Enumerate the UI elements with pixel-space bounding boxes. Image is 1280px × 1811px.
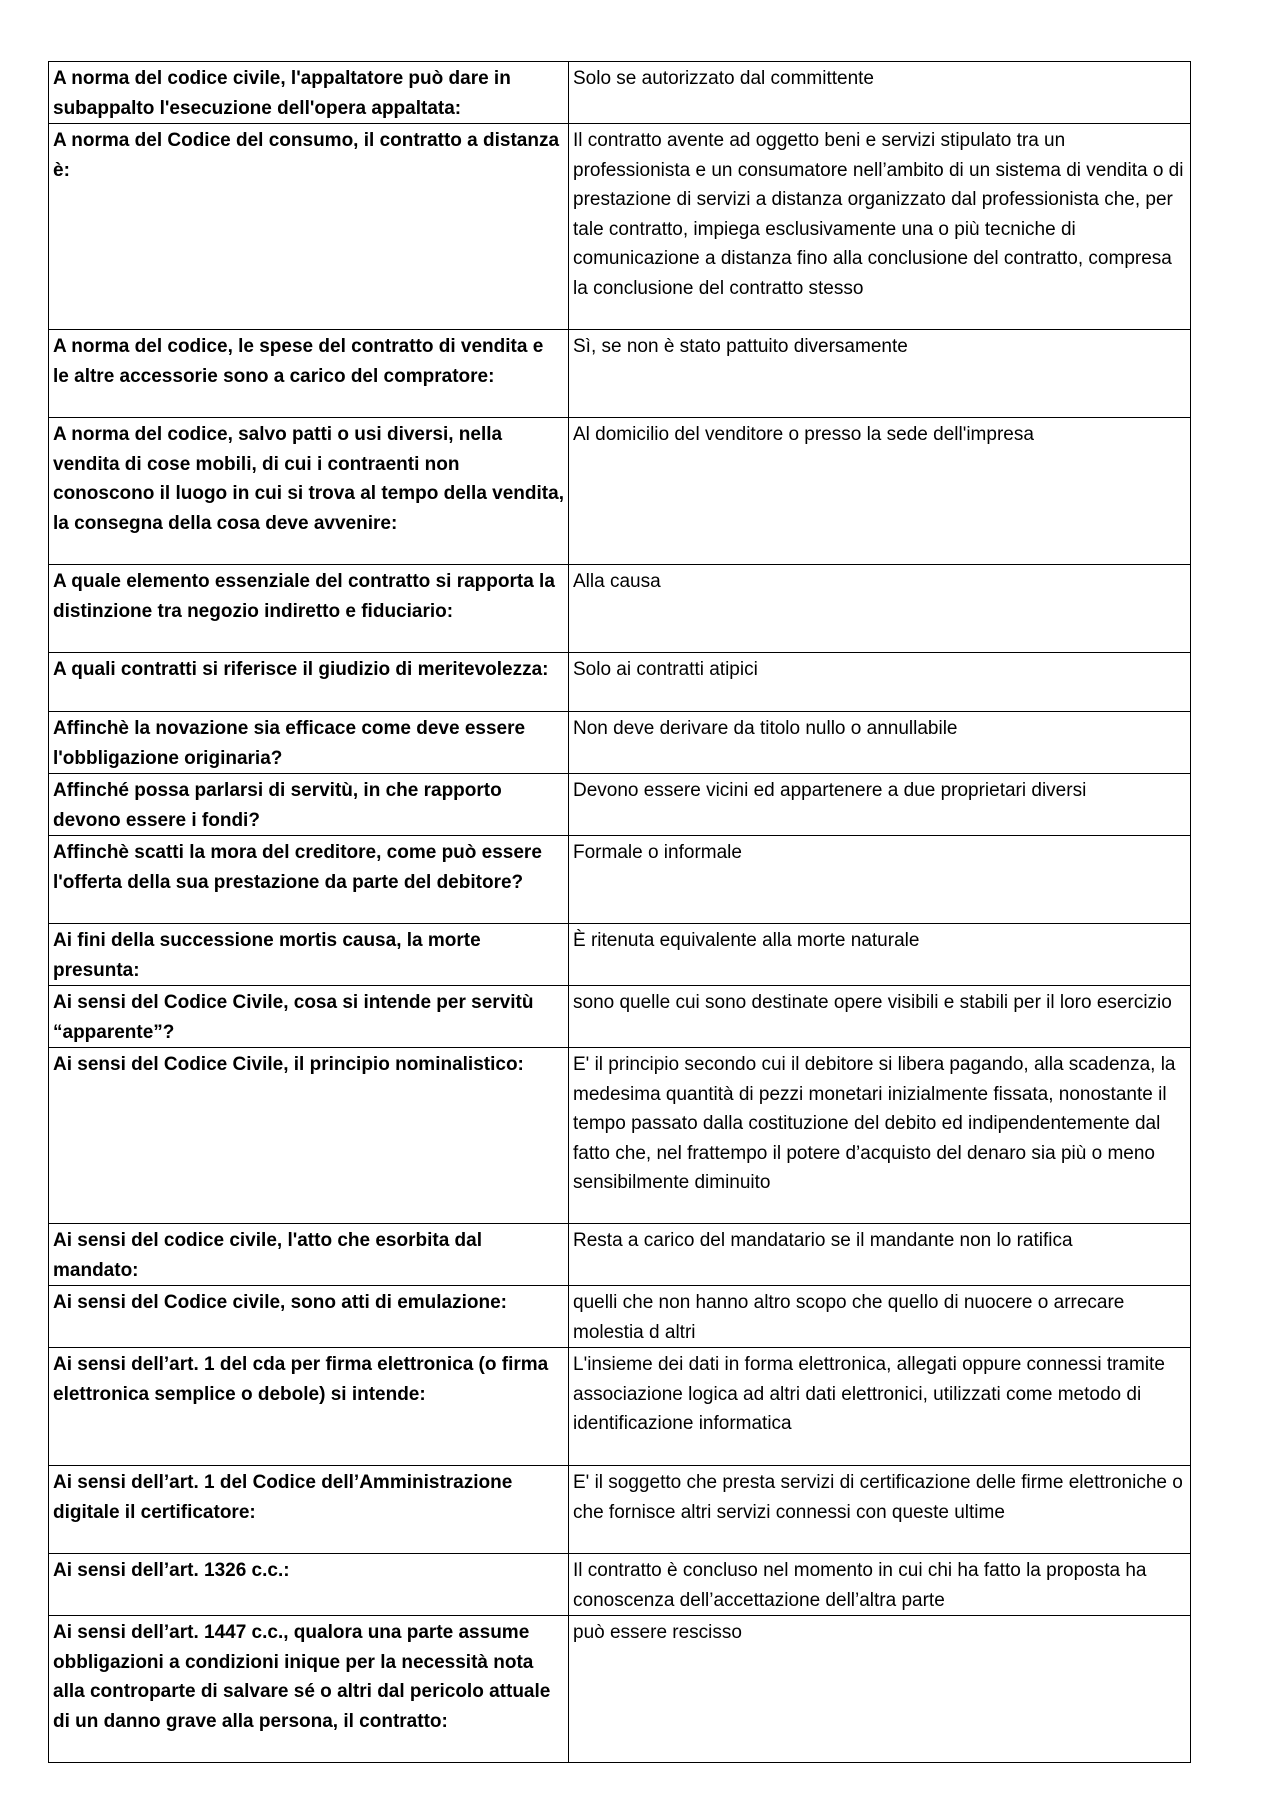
question-cell: Ai sensi dell’art. 1326 c.c.:	[49, 1554, 569, 1616]
question-cell: A norma del codice, salvo patti o usi diversi, nella vendita di cose mobili, di cui i contraenti non conoscono il luogo in cui si trova al tempo della vendita, la consegna della cosa deve avvenire:	[49, 418, 569, 565]
question-cell: Ai sensi del Codice Civile, cosa si intende per servitù “apparente”?	[49, 986, 569, 1048]
question-cell: A quale elemento essenziale del contratto si rapporta la distinzione tra negozio indiretto e fiduciario:	[49, 565, 569, 653]
table-row	[49, 924, 1191, 986]
question-cell: Ai sensi del Codice Civile, il principio nominalistico:	[49, 1048, 569, 1224]
qa-table	[48, 61, 1191, 1763]
table-row	[49, 418, 1191, 565]
answer-cell: Il contratto avente ad oggetto beni e servizi stipulato tra un professionista e un consumatore nell’ambito di un sistema di vendita o di prestazione di servizi a distanza organizzato dal professionista che, per tale contratto, impiega esclusivamente una o più tecniche di comunicazione a distanza fino alla conclusione del contratto, compresa la conclusione del contratto stesso	[569, 124, 1191, 330]
question-cell: A norma del Codice del consumo, il contratto a distanza è:	[49, 124, 569, 330]
table-row	[49, 1286, 1191, 1348]
answer-cell: Non deve derivare da titolo nullo o annullabile	[569, 712, 1191, 774]
question-cell: Ai sensi dell’art. 1 del cda per firma elettronica (o firma elettronica semplice o debole) si intende:	[49, 1348, 569, 1466]
answer-cell: può essere rescisso	[569, 1616, 1191, 1763]
table-row	[49, 565, 1191, 653]
table-row	[49, 986, 1191, 1048]
table-row	[49, 1466, 1191, 1554]
table-row	[49, 1048, 1191, 1224]
question-cell: A quali contratti si riferisce il giudizio di meritevolezza:	[49, 653, 569, 712]
question-cell: Affinchè scatti la mora del creditore, come può essere l'offerta della sua prestazione da parte del debitore?	[49, 836, 569, 924]
table-row	[49, 712, 1191, 774]
table-row	[49, 836, 1191, 924]
question-cell: Ai sensi dell’art. 1447 c.c., qualora una parte assume obbligazioni a condizioni inique per la necessità nota alla controparte di salvare sé o altri dal pericolo attuale di un danno grave alla persona, il contratto:	[49, 1616, 569, 1763]
answer-cell: E' il soggetto che presta servizi di certificazione delle firme elettroniche o che fornisce altri servizi connessi con queste ultime	[569, 1466, 1191, 1554]
question-cell: A norma del codice, le spese del contratto di vendita e le altre accessorie sono a carico del compratore:	[49, 330, 569, 418]
answer-cell: Formale o informale	[569, 836, 1191, 924]
answer-cell: sono quelle cui sono destinate opere visibili e stabili per il loro esercizio	[569, 986, 1191, 1048]
question-cell: Affinché possa parlarsi di servitù, in che rapporto devono essere i fondi?	[49, 774, 569, 836]
answer-cell: E' il principio secondo cui il debitore si libera pagando, alla scadenza, la medesima quantità di pezzi monetari inizialmente fissata, nonostante il tempo passato dalla costituzione del debito ed indipendentemente dal fatto che, nel frattempo il potere d’acquisto del denaro sia più o meno sensibilmente diminuito	[569, 1048, 1191, 1224]
answer-cell: Sì, se non è stato pattuito diversamente	[569, 330, 1191, 418]
question-cell: Ai sensi dell’art. 1 del Codice dell’Amministrazione digitale il certificatore:	[49, 1466, 569, 1554]
table-row	[49, 330, 1191, 418]
answer-cell: Solo ai contratti atipici	[569, 653, 1191, 712]
answer-cell: quelli che non hanno altro scopo che quello di nuocere o arrecare molestia d altri	[569, 1286, 1191, 1348]
table-row	[49, 774, 1191, 836]
answer-cell: Al domicilio del venditore o presso la sede dell'impresa	[569, 418, 1191, 565]
answer-cell: È ritenuta equivalente alla morte naturale	[569, 924, 1191, 986]
table-row	[49, 62, 1191, 124]
answer-cell: Il contratto è concluso nel momento in cui chi ha fatto la proposta ha conoscenza dell’accettazione dell’altra parte	[569, 1554, 1191, 1616]
question-cell: Ai fini della successione mortis causa, la morte presunta:	[49, 924, 569, 986]
question-cell: A norma del codice civile, l'appaltatore può dare in subappalto l'esecuzione dell'opera appaltata:	[49, 62, 569, 124]
question-cell: Ai sensi del codice civile, l'atto che esorbita dal mandato:	[49, 1224, 569, 1286]
answer-cell: Solo se autorizzato dal committente	[569, 62, 1191, 124]
answer-cell: Resta a carico del mandatario se il mandante non lo ratifica	[569, 1224, 1191, 1286]
table-row	[49, 1348, 1191, 1466]
answer-cell: Alla causa	[569, 565, 1191, 653]
table-row	[49, 1616, 1191, 1763]
question-cell: Affinchè la novazione sia efficace come deve essere l'obbligazione originaria?	[49, 712, 569, 774]
table-row	[49, 1554, 1191, 1616]
table-row	[49, 124, 1191, 330]
answer-cell: L'insieme dei dati in forma elettronica, allegati oppure connessi tramite associazione logica ad altri dati elettronici, utilizzati come metodo di identificazione informatica	[569, 1348, 1191, 1466]
question-cell: Ai sensi del Codice civile, sono atti di emulazione:	[49, 1286, 569, 1348]
table-row	[49, 653, 1191, 712]
table-row	[49, 1224, 1191, 1286]
answer-cell: Devono essere vicini ed appartenere a due proprietari diversi	[569, 774, 1191, 836]
